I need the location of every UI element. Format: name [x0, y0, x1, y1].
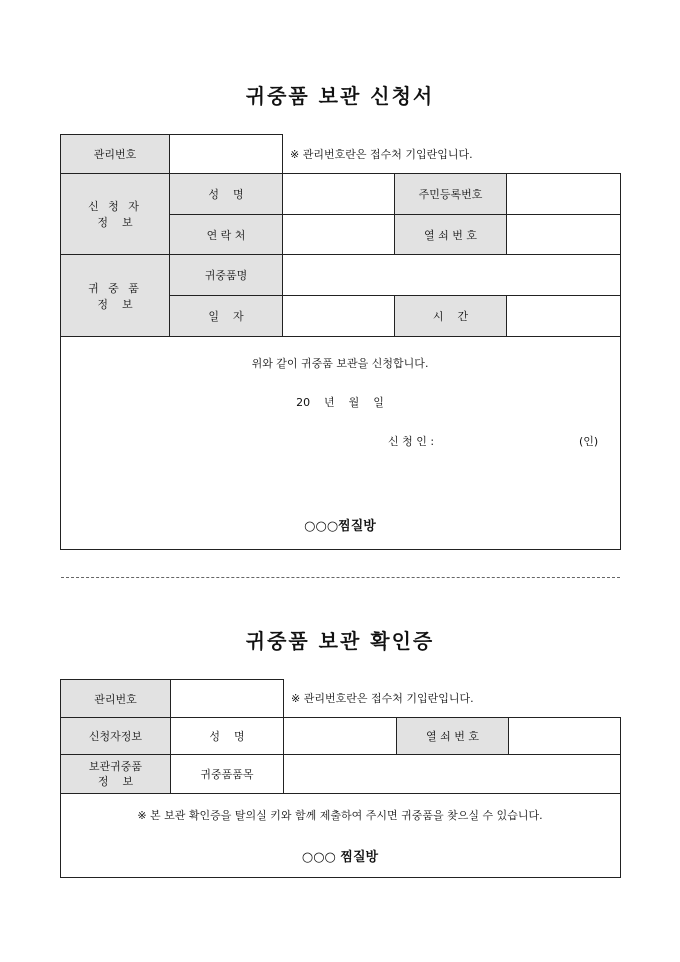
mgmt-note: ※ 관리번호란은 접수처 기입란입니다. [283, 135, 621, 174]
receipt-form-table [60, 679, 621, 878]
receipt-name-label: 성 명 [171, 718, 284, 755]
valuables-info-label [61, 255, 170, 337]
resident-id-label: 주민등록번호 [395, 174, 507, 215]
name-label: 성 명 [170, 174, 283, 215]
receipt-business-name: ○○○ 찜질방 [301, 850, 379, 865]
receipt-mgmt-number-field[interactable] [171, 680, 284, 718]
applicant-info-label-line1: 신 청 자 [88, 200, 142, 213]
application-form-table [60, 134, 621, 550]
item-name-label: 귀중품명 [170, 255, 283, 296]
receipt-notice: ※ 본 보관 확인증을 탈의실 키와 함께 제출하여 주시면 귀중품을 찾으실 수 있습니다. [137, 809, 543, 822]
mgmt-number-field[interactable] [170, 135, 283, 174]
name-field[interactable] [283, 174, 395, 215]
receipt-item-list-field[interactable] [284, 755, 621, 794]
item-name-field[interactable] [283, 255, 621, 296]
applicant-info-label [61, 174, 170, 255]
valuables-info-label-line1: 귀 중 품 [88, 281, 142, 295]
date-label: 일 자 [170, 296, 283, 337]
applicant-info-label-line2: 정 보 [97, 216, 133, 229]
form1-title: 귀중품 보관 신청서 [245, 84, 435, 108]
receipt-valuables-label-line2: 정 보 [97, 775, 134, 788]
cut-line [61, 577, 620, 578]
time-field[interactable] [507, 296, 621, 337]
date-field[interactable] [283, 296, 395, 337]
form2-title: 귀중품 보관 확인증 [245, 629, 435, 653]
receipt-applicant-label: 신청자정보 [61, 718, 171, 755]
resident-id-field[interactable] [507, 174, 621, 215]
application-statement-area [61, 337, 621, 550]
statement-text: 위와 같이 귀중품 보관을 신청합니다. [251, 357, 429, 370]
key-number-field[interactable] [507, 215, 621, 255]
valuables-info-label-line2: 정 보 [97, 297, 133, 311]
date-line: 20 년 월 일 [296, 396, 384, 409]
receipt-valuables-label-line1: 보관귀중품 [88, 760, 143, 773]
business-name: ○○○찜질방 [304, 519, 376, 534]
receipt-mgmt-note: ※ 관리번호란은 접수처 기입란입니다. [284, 680, 621, 718]
receipt-item-list-label: 귀중품품목 [171, 755, 284, 794]
key-number-label: 열 쇠 번 호 [395, 215, 507, 255]
seal-mark: (인) [579, 435, 599, 448]
receipt-key-label: 열 쇠 번 호 [397, 718, 509, 755]
signer-label: 신 청 인 : [388, 435, 435, 448]
receipt-name-field[interactable] [284, 718, 397, 755]
receipt-key-field[interactable] [509, 718, 621, 755]
receipt-valuables-label [61, 755, 171, 794]
mgmt-label: 관리번호 [61, 135, 170, 174]
receipt-notice-area [61, 794, 621, 878]
contact-field[interactable] [283, 215, 395, 255]
receipt-mgmt-label: 관리번호 [61, 680, 171, 718]
time-label: 시 간 [395, 296, 507, 337]
contact-label: 연 락 처 [170, 215, 283, 255]
